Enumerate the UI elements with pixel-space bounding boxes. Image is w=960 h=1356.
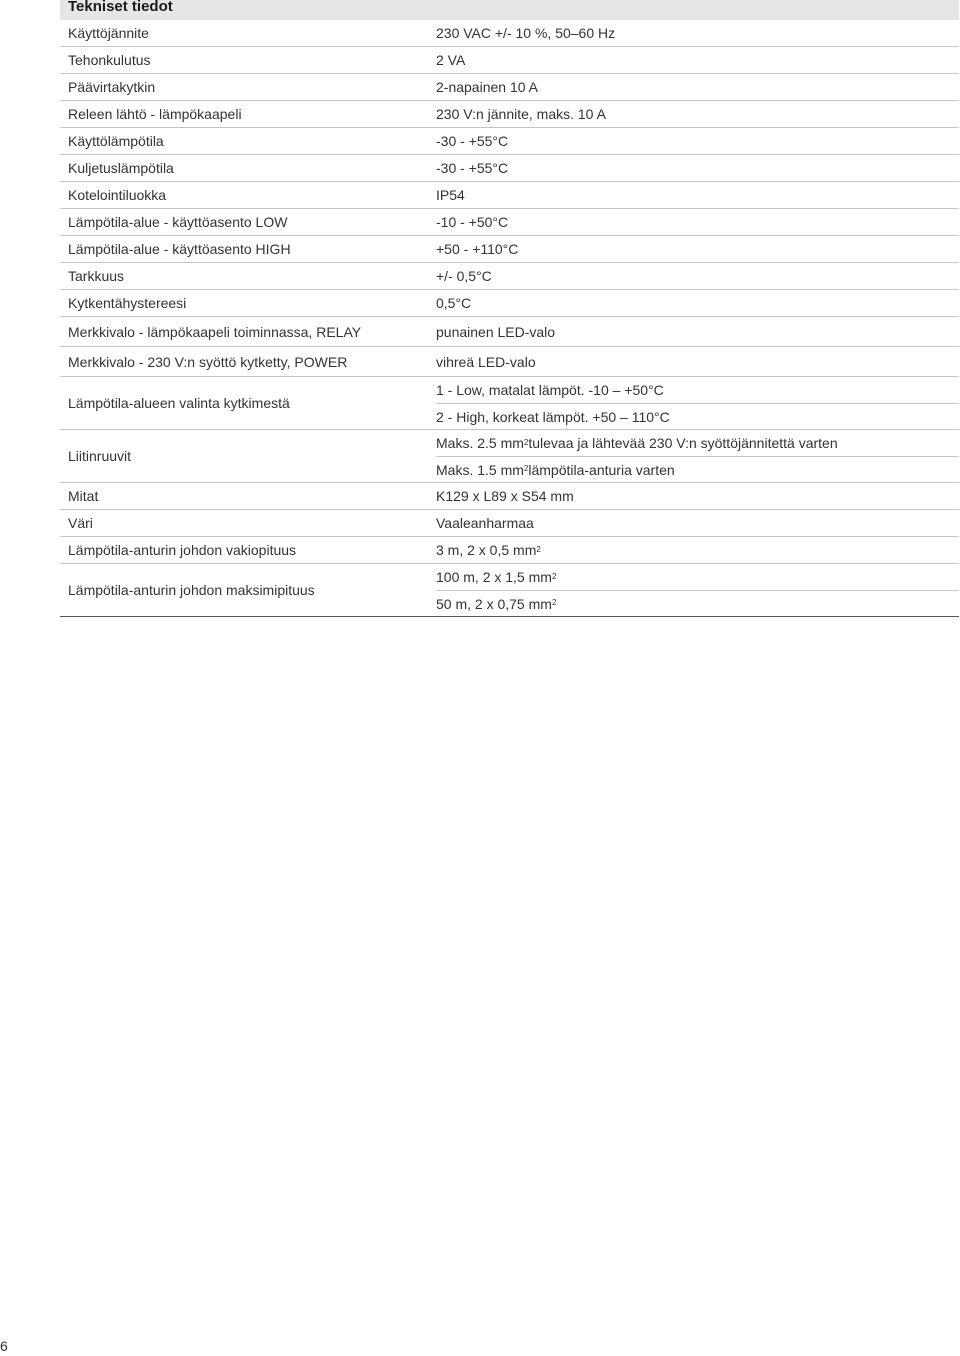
spec-label: Merkkivalo - lämpökaapeli toiminnassa, RELAY [68, 323, 362, 340]
spec-label: Kytkentähystereesi [68, 295, 187, 311]
spec-label: Lämpötila-alue - käyttöasento HIGH [68, 241, 291, 257]
spec-row [60, 347, 959, 377]
spec-values [436, 155, 959, 181]
spec-value: punainen LED-valo [436, 323, 556, 340]
spec-value: vihreä LED-valo [436, 353, 536, 370]
spec-value [436, 537, 959, 563]
spec-value [436, 456, 959, 482]
spec-value: Vaaleanharmaa [436, 515, 534, 531]
spec-row [60, 74, 959, 101]
spec-value: 2 - High, korkeat lämpöt. +50 – 110°C [436, 403, 959, 429]
spec-values [436, 377, 959, 429]
spec-values [436, 101, 959, 127]
spec-values [436, 182, 959, 208]
spec-row [60, 182, 959, 209]
spec-row [60, 537, 959, 564]
spec-value-suffix: tulevaa ja lähtevää 230 V:n syöttöjännitettä varten [528, 435, 838, 451]
superscript: 2 [536, 544, 541, 554]
spec-label: Lämpötila-alueen valinta kytkimestä [68, 395, 290, 411]
spec-label: Lämpötila-anturin johdon maksimipituus [68, 582, 315, 598]
spec-label: Merkkivalo - 230 V:n syöttö kytketty, POWER [68, 353, 348, 370]
spec-values [436, 290, 959, 316]
spec-values [436, 236, 959, 262]
spec-label: Tarkkuus [68, 268, 125, 284]
spec-values [436, 20, 959, 46]
spec-values [436, 74, 959, 100]
spec-row [60, 263, 959, 290]
spec-row [60, 290, 959, 317]
spec-row [60, 510, 959, 537]
spec-label: Liitinruuvit [68, 448, 132, 464]
spec-value: K129 x L89 x S54 mm [436, 488, 574, 504]
spec-value: IP54 [436, 187, 465, 203]
spec-value-text: 3 m, 2 x 0,5 mm [436, 542, 537, 558]
spec-value: -30 - +55°C [436, 133, 509, 149]
spec-label: Kuljetuslämpötila [68, 160, 174, 176]
spec-values [436, 430, 959, 482]
spec-label: Päävirtakytkin [68, 79, 156, 95]
spec-row [60, 101, 959, 128]
spec-values [436, 209, 959, 235]
spec-row [60, 430, 959, 483]
spec-label: Väri [68, 515, 93, 531]
superscript: 2 [523, 437, 529, 447]
spec-values [436, 317, 959, 346]
spec-value: 230 V:n jännite, maks. 10 A [436, 106, 606, 122]
spec-value-text: 50 m, 2 x 0,75 mm [436, 595, 552, 612]
superscript: 2 [523, 464, 529, 473]
spec-label: Lämpötila-anturin johdon vakiopituus [68, 542, 297, 558]
spec-value [436, 590, 959, 616]
spec-label: Releen lähtö - lämpökaapeli [68, 106, 242, 122]
spec-label: Mitat [68, 488, 99, 504]
spec-value-text: Maks. 2.5 mm [436, 435, 524, 451]
spec-values [436, 347, 959, 376]
spec-value: 0,5°C [436, 295, 472, 311]
spec-value-text: Maks. 1.5 mm [436, 461, 524, 478]
spec-values [436, 510, 959, 536]
superscript: 2 [551, 571, 557, 581]
spec-label: Kotelointiluokka [68, 187, 167, 203]
spec-value [436, 564, 959, 590]
spec-value: 230 VAC +/- 10 %, 50–60 Hz [436, 25, 616, 41]
spec-values [436, 47, 959, 73]
spec-value [436, 430, 959, 456]
spec-value: +/- 0,5°C [436, 268, 492, 284]
spec-value: +50 - +110°C [436, 241, 519, 257]
superscript: 2 [551, 598, 557, 607]
spec-row [60, 128, 959, 155]
spec-values [436, 263, 959, 289]
spec-row [60, 236, 959, 263]
spec-row [60, 317, 959, 347]
spec-value: -30 - +55°C [436, 160, 509, 176]
spec-row [60, 20, 959, 47]
spec-label: Käyttölämpötila [68, 133, 164, 149]
spec-row [60, 564, 959, 617]
spec-value: 2-napainen 10 A [436, 79, 538, 95]
spec-row [60, 47, 959, 74]
spec-value-text: 100 m, 2 x 1,5 mm [436, 569, 552, 585]
spec-label: Lämpötila-alue - käyttöasento LOW [68, 214, 288, 230]
spec-value: -10 - +50°C [436, 214, 509, 230]
spec-value: 2 VA [436, 52, 466, 68]
spec-values [436, 128, 959, 154]
spec-values [436, 564, 959, 616]
spec-row [60, 377, 959, 430]
spec-row [60, 209, 959, 236]
spec-values [436, 537, 959, 563]
spec-value: 1 - Low, matalat lämpöt. -10 – +50°C [436, 382, 664, 398]
spec-values [436, 483, 959, 509]
spec-label: Tehonkulutus [68, 52, 151, 68]
section-title: Tekniset tiedot [60, 0, 959, 20]
spec-label: Käyttöjännite [68, 25, 149, 41]
page-number: 6 [0, 1338, 8, 1354]
spec-value-suffix: lämpötila-anturia varten [528, 461, 675, 478]
spec-row [60, 483, 959, 510]
spec-table [60, 20, 959, 617]
spec-row [60, 155, 959, 182]
